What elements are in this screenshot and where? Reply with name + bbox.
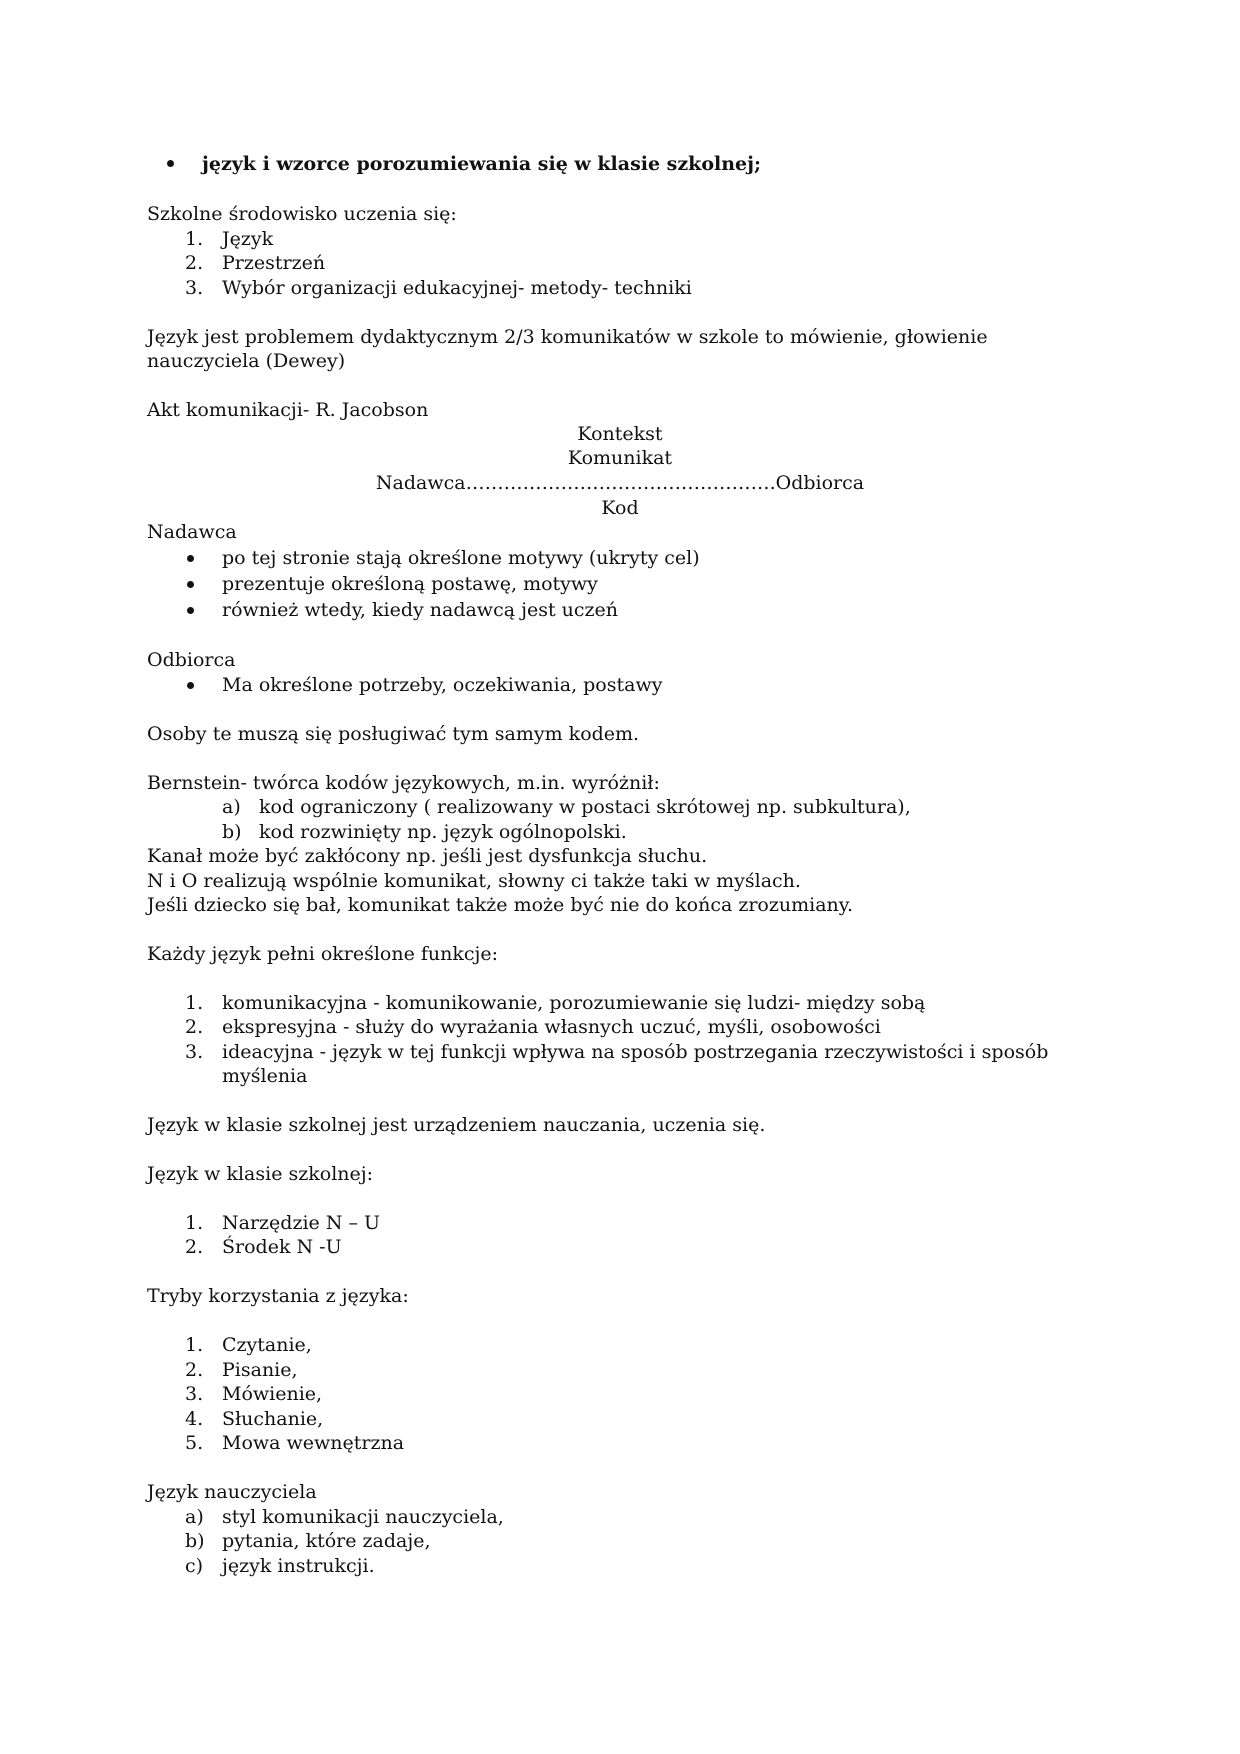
bullet-icon bbox=[187, 555, 194, 562]
list-item: Ma określone potrzeby, oczekiwania, postawy bbox=[222, 674, 663, 696]
list-number: 2. bbox=[185, 1359, 204, 1381]
bullet-icon bbox=[187, 581, 194, 588]
bullet-icon bbox=[167, 160, 174, 167]
modes-intro: Tryby korzystania z języka: bbox=[147, 1285, 409, 1307]
list-number: 3. bbox=[185, 1383, 204, 1405]
list-item: Przestrzeń bbox=[222, 252, 326, 274]
list-item: po tej stronie stają określone motywy (ukryty cel) bbox=[222, 547, 700, 569]
paragraph: N i O realizują wspólnie komunikat, słowny ci także taki w myślach. bbox=[147, 870, 801, 892]
list-number: 2. bbox=[185, 1236, 204, 1258]
odbiorca-title: Odbiorca bbox=[147, 649, 236, 671]
diagram-kod: Kod bbox=[601, 497, 639, 519]
list-item: prezentuje określoną postawę, motywy bbox=[222, 573, 598, 595]
diagram-channel: Nadawca………………………………………….Odbiorca bbox=[375, 472, 865, 494]
bernstein-intro: Bernstein- twórca kodów językowych, m.in. wyróżnił: bbox=[147, 772, 660, 794]
list-item: Wybór organizacji edukacyjnej- metody- techniki bbox=[222, 277, 692, 299]
list-item: kod rozwinięty np. język ogólnopolski. bbox=[259, 821, 627, 843]
list-number: 3. bbox=[185, 277, 204, 299]
diagram-kontekst: Kontekst bbox=[577, 423, 663, 445]
bullet-icon bbox=[187, 607, 194, 614]
list-item-continuation: myślenia bbox=[222, 1065, 308, 1087]
list-item: ideacyjna - język w tej funkcji wpływa na sposób postrzegania rzeczywistości i sposób bbox=[222, 1041, 1049, 1063]
list-item: ekspresyjna - służy do wyrażania własnych uczuć, myśli, osobowości bbox=[222, 1016, 881, 1038]
paragraph: Osoby te muszą się posługiwać tym samym kodem. bbox=[147, 723, 640, 745]
list-number: 1. bbox=[185, 1212, 204, 1234]
paragraph: Język jest problemem dydaktycznym 2/3 komunikatów w szkole to mówienie, głowienie bbox=[147, 326, 988, 348]
list-item: Mowa wewnętrzna bbox=[222, 1432, 405, 1454]
paragraph: Jeśli dziecko się bał, komunikat także może być nie do końca zrozumiany. bbox=[147, 894, 854, 916]
list-item: Pisanie, bbox=[222, 1359, 298, 1381]
list-number: 1. bbox=[185, 228, 204, 250]
class-lang-intro: Język w klasie szkolnej: bbox=[147, 1163, 374, 1185]
list-number: 4. bbox=[185, 1408, 204, 1430]
list-item: pytania, które zadaje, bbox=[222, 1530, 431, 1552]
akt-title: Akt komunikacji- R. Jacobson bbox=[147, 399, 429, 421]
bullet-icon bbox=[187, 682, 194, 689]
list-item: komunikacyjna - komunikowanie, porozumiewanie się ludzi- między sobą bbox=[222, 992, 926, 1014]
list-item: Słuchanie, bbox=[222, 1408, 324, 1430]
functions-intro: Każdy język pełni określone funkcje: bbox=[147, 943, 499, 965]
list-item: również wtedy, kiedy nadawcą jest uczeń bbox=[222, 599, 619, 621]
list-number: 1. bbox=[185, 1334, 204, 1356]
list-letter: b) bbox=[185, 1530, 205, 1552]
list-item: Język bbox=[222, 228, 274, 250]
list-letter: a) bbox=[222, 796, 241, 818]
list-letter: c) bbox=[185, 1555, 204, 1577]
list-item: język instrukcji. bbox=[222, 1555, 375, 1577]
paragraph: nauczyciela (Dewey) bbox=[147, 350, 346, 372]
list-number: 1. bbox=[185, 992, 204, 1014]
diagram-komunikat: Komunikat bbox=[567, 447, 673, 469]
env-intro: Szkolne środowisko uczenia się: bbox=[147, 203, 457, 225]
list-item: Czytanie, bbox=[222, 1334, 312, 1356]
list-item: styl komunikacji nauczyciela, bbox=[222, 1506, 504, 1528]
teacher-title: Język nauczyciela bbox=[147, 1481, 317, 1503]
nadawca-title: Nadawca bbox=[147, 521, 237, 543]
list-item: Mówienie, bbox=[222, 1383, 323, 1405]
list-item: Narzędzie N – U bbox=[222, 1212, 381, 1234]
list-item: kod ograniczony ( realizowany w postaci skrótowej np. subkultura), bbox=[259, 796, 911, 818]
list-letter: b) bbox=[222, 821, 242, 843]
list-number: 5. bbox=[185, 1432, 204, 1454]
paragraph: Kanał może być zakłócony np. jeśli jest dysfunkcja słuchu. bbox=[147, 845, 708, 867]
list-number: 3. bbox=[185, 1041, 204, 1063]
paragraph: Język w klasie szkolnej jest urządzeniem nauczania, uczenia się. bbox=[147, 1114, 766, 1136]
list-number: 2. bbox=[185, 252, 204, 274]
list-letter: a) bbox=[185, 1506, 204, 1528]
list-item: Środek N -U bbox=[222, 1236, 342, 1258]
page-title: język i wzorce porozumiewania się w klasie szkolnej; bbox=[202, 153, 762, 175]
list-number: 2. bbox=[185, 1016, 204, 1038]
